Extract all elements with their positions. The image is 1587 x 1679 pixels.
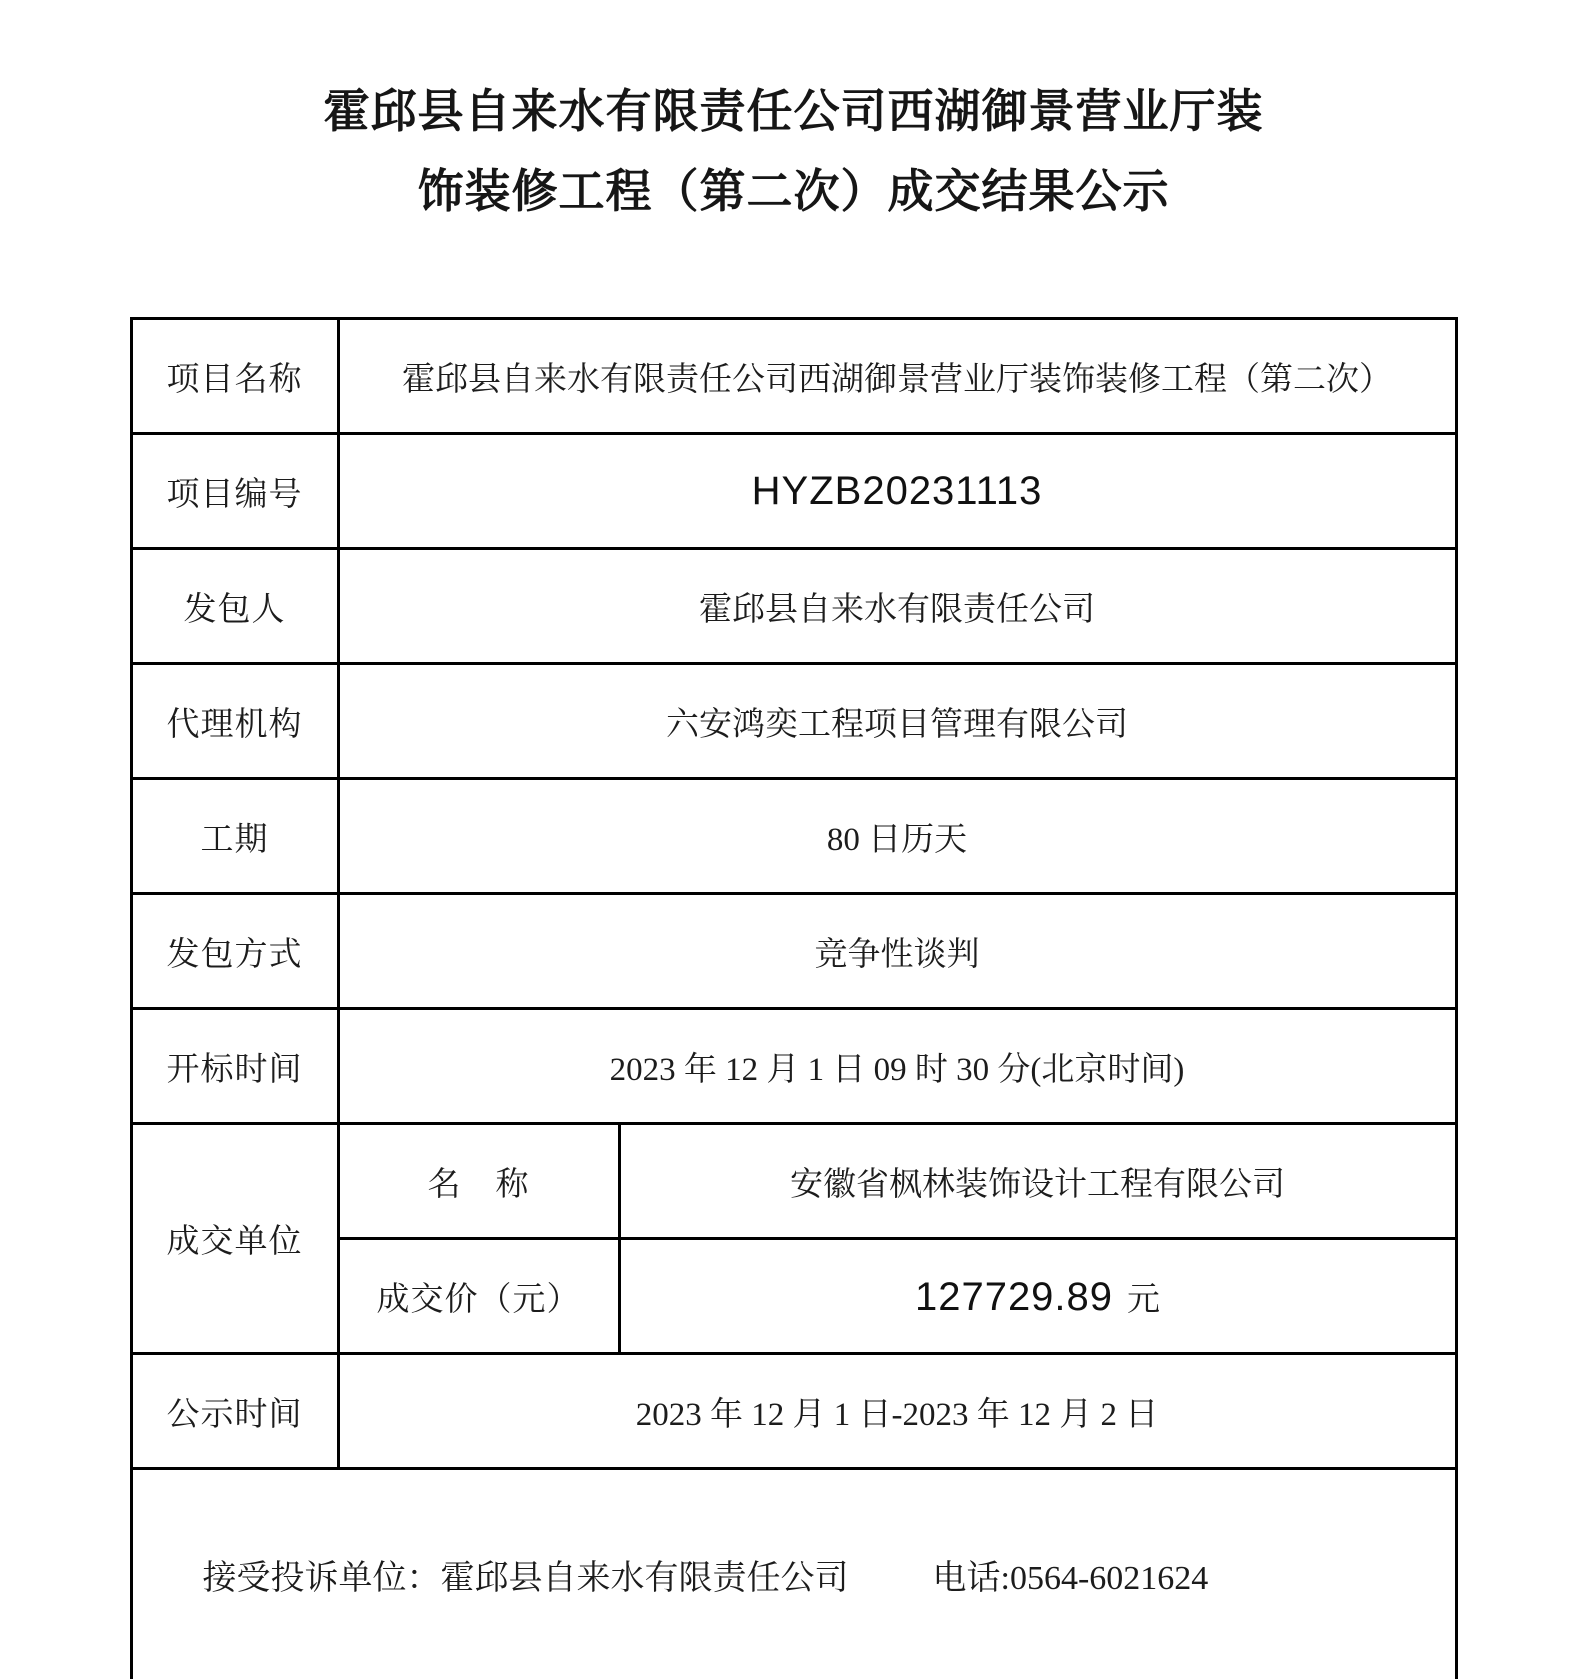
table-row-agency <box>131 664 1456 779</box>
complaint-unit-label: 接受投诉单位： <box>202 1560 441 1597</box>
title-line-1: 霍邱县自来水有限责任公司西湖御景营业厅装 <box>323 86 1264 137</box>
complaint-line <box>141 1550 1447 1599</box>
table-row-project-name <box>131 319 1456 434</box>
table-row-duration <box>131 779 1456 894</box>
agency-label: 代理机构 <box>131 664 338 779</box>
bid-opening-time-label: 开标时间 <box>131 1009 338 1124</box>
publicity-time-label: 公示时间 <box>131 1354 338 1469</box>
table-row-employer <box>131 549 1456 664</box>
publicity-time-value: 2023 年 12 月 1 日-2023 年 12 月 2 日 <box>338 1354 1456 1469</box>
table-row-complaint <box>131 1469 1456 1679</box>
title-line-2: 饰装修工程（第二次）成交结果公示 <box>417 166 1170 217</box>
project-number-label: 项目编号 <box>131 434 338 549</box>
bid-opening-time-value: 2023 年 12 月 1 日 09 时 30 分(北京时间) <box>338 1009 1456 1124</box>
employer-label: 发包人 <box>131 549 338 664</box>
winner-price-value <box>619 1239 1456 1354</box>
winner-name-value: 安徽省枫林装饰设计工程有限公司 <box>619 1124 1456 1239</box>
method-value: 竞争性谈判 <box>338 894 1456 1009</box>
project-name-label: 项目名称 <box>131 319 338 434</box>
complaint-cell <box>131 1469 1456 1679</box>
winner-price-label: 成交价（元） <box>338 1239 619 1354</box>
table-row-project-number <box>131 434 1456 549</box>
winner-name-label: 名 称 <box>338 1124 619 1239</box>
winner-price-number: 127729.89 <box>914 1274 1114 1319</box>
table-row-method <box>131 894 1456 1009</box>
project-name-value: 霍邱县自来水有限责任公司西湖御景营业厅装饰装修工程（第二次） <box>338 319 1456 434</box>
table-row-publicity-time <box>131 1354 1456 1469</box>
project-number-code: HYZB20231113 <box>751 468 1043 513</box>
agency-value: 六安鸿奕工程项目管理有限公司 <box>338 664 1456 779</box>
method-label: 发包方式 <box>131 894 338 1009</box>
complaint-phone: 电话:0564-6021624 <box>932 1560 1209 1597</box>
table-row-winner-name <box>131 1124 1456 1239</box>
table-row-bid-opening-time <box>131 1009 1456 1124</box>
employer-value: 霍邱县自来水有限责任公司 <box>338 549 1456 664</box>
complaint-unit-value: 霍邱县自来水有限责任公司 <box>440 1560 849 1597</box>
winner-label: 成交单位 <box>131 1124 338 1354</box>
duration-label: 工期 <box>131 779 338 894</box>
announcement-title <box>0 72 1587 232</box>
project-number-value <box>338 434 1456 549</box>
winner-price-unit: 元 <box>1127 1281 1161 1318</box>
duration-value: 80 日历天 <box>338 779 1456 894</box>
results-table <box>130 317 1458 1679</box>
